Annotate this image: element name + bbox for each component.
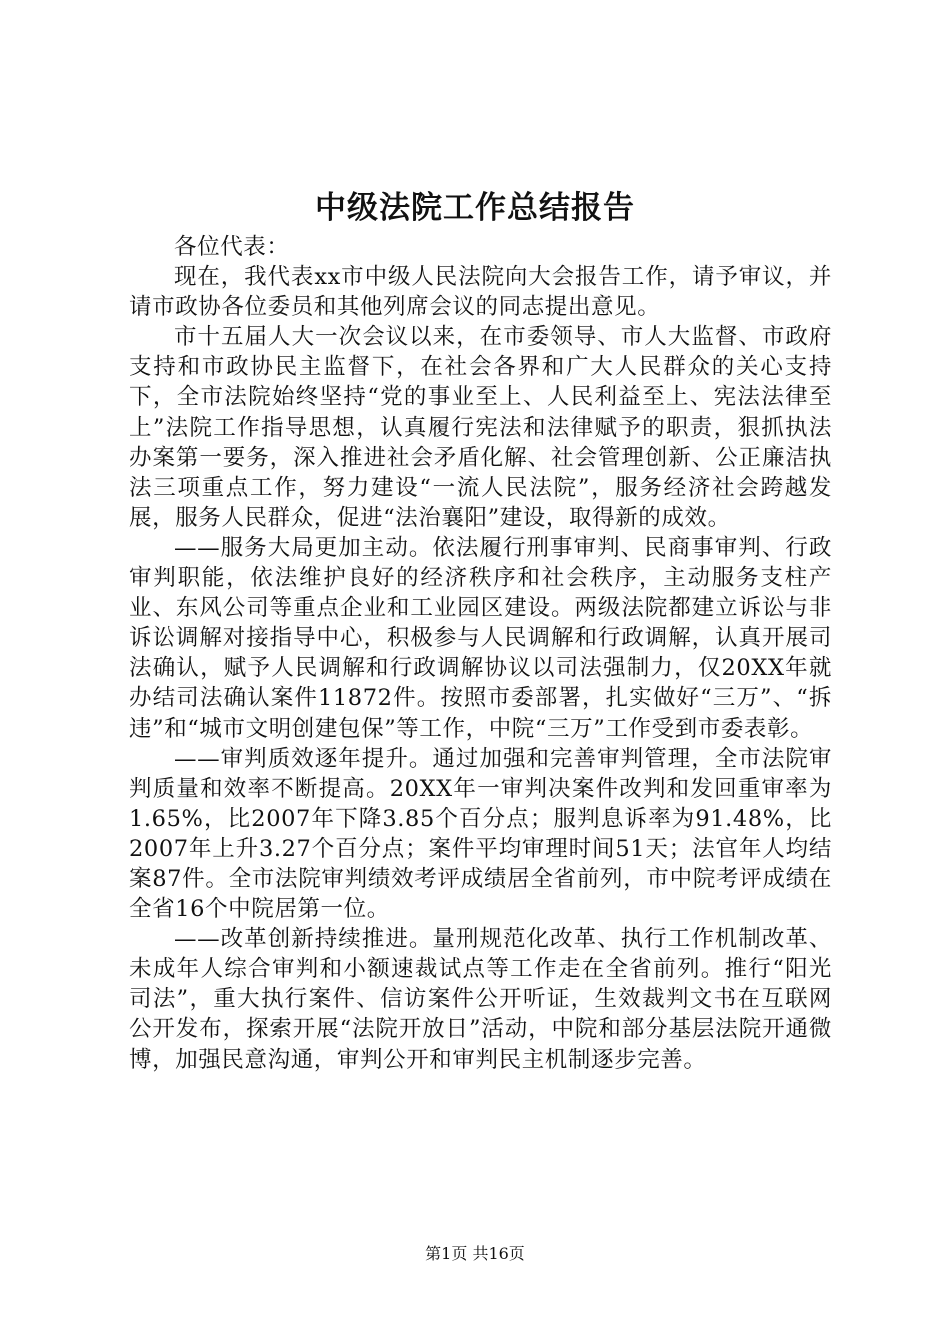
salutation-paragraph: 各位代表： [174,234,290,260]
quality-paragraph: ——审判质效逐年提升。通过加强和完善审判管理，全市法院审判质量和效率不断提高。20XX年一审判决案件改判和发回重审率为1.65%，比2007年下降3.85个百分点；服判息诉率为91.48%，比2007年上升3.27个百分点；案件平均审理时间51天；法官年人均结案87件。全市法院审判绩效考评成绩居全省前列，市中院考评成绩在全省16个中院居第一位。 [129,745,832,923]
service-paragraph: ——服务大局更加主动。依法履行刑事审判、民商事审判、行政审判职能，依法维护良好的经济秩序和社会秩序，主动服务支柱产业、东风公司等重点企业和工业园区建设。两级法院都建立诉讼与非诉讼调解对接指导中心，积极参与人民调解和行政调解，认真开展司法确认，赋予人民调解和行政调解协议以司法强制力，仅20XX年就办结司法确认案件11872件。按照市委部署，扎实做好“三万”、“拆违”和“城市文明创建包保”等工作，中院“三万”工作受到市委表彰。 [129,534,832,742]
intro-paragraph: 现在，我代表xx市中级人民法院向大会报告工作，请予审议，并请市政协各位委员和其他列席会议的同志提出意见。 [129,264,832,321]
page-footer: 第1页 共16页 [425,1244,525,1263]
overview-paragraph: 市十五届人大一次会议以来，在市委领导、市人大监督、市政府支持和市政协民主监督下，在社会各界和广大人民群众的关心支持下，全市法院始终坚持“党的事业至上、人民利益至上、宪法法律至上”法院工作指导思想，认真履行宪法和法律赋予的职责，狠抓执法办案第一要务，深入推进社会矛盾化解、社会管理创新、公正廉洁执法三项重点工作，努力建设“一流人民法院”，服务经济社会跨越发展，服务人民群众，促进“法治襄阳”建设，取得新的成效。 [129,324,832,531]
reform-paragraph: ——改革创新持续推进。量刑规范化改革、执行工作机制改革、未成年人综合审判和小额速裁试点等工作走在全省前列。推行“阳光司法”，重大执行案件、信访案件公开听证，生效裁判文书在互联网公开发布，探索开展“法院开放日”活动，中院和部分基层法院开通微博，加强民意沟通，审判公开和审判民主机制逐步完善。 [129,926,832,1073]
document-body [129,232,832,1075]
document-title: 中级法院工作总结报告 [315,190,635,226]
